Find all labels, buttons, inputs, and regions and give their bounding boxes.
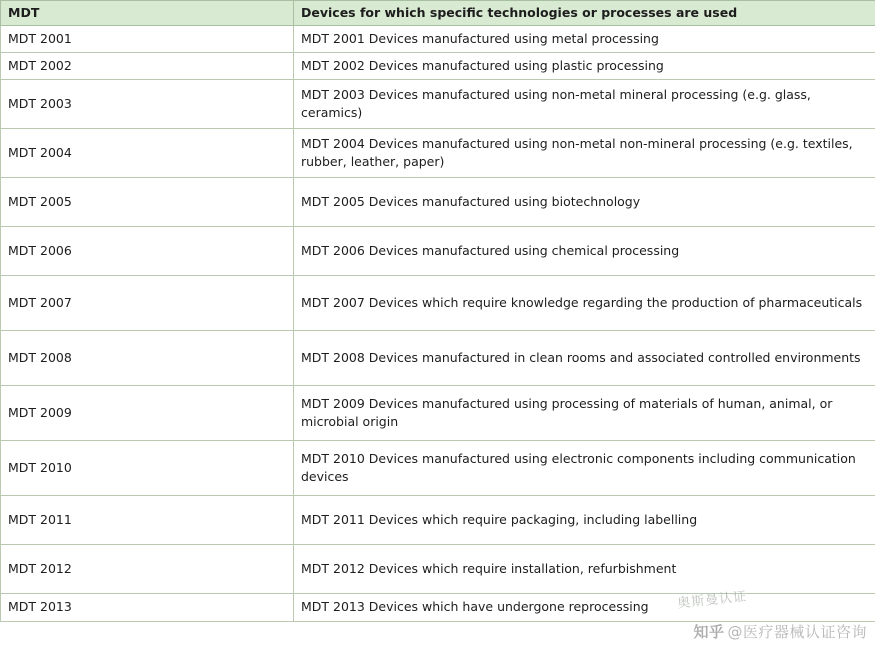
table-row [1,227,875,276]
cell-mdt-code: MDT 2001 [1,26,294,53]
cell-mdt-description: MDT 2002 Devices manufactured using plastic processing [294,53,875,80]
cell-mdt-description: MDT 2009 Devices manufactured using processing of materials of human, animal, or microbial origin [294,386,875,441]
cell-mdt-description: MDT 2005 Devices manufactured using biotechnology [294,178,875,227]
table-body [1,26,875,621]
column-header-mdt: MDT [1,1,294,26]
table-row [1,129,875,178]
cell-mdt-code: MDT 2007 [1,276,294,331]
table-header [1,1,875,26]
table-row [1,80,875,129]
cell-mdt-description: MDT 2007 Devices which require knowledge regarding the production of pharmaceuticals [294,276,875,331]
cell-mdt-code: MDT 2013 [1,594,294,621]
table-row [1,331,875,386]
table-row [1,178,875,227]
cell-mdt-code: MDT 2008 [1,331,294,386]
cell-mdt-code: MDT 2003 [1,80,294,129]
cell-mdt-code: MDT 2004 [1,129,294,178]
zhihu-watermark-author: @医疗器械认证咨询 [727,623,867,641]
cell-mdt-description: MDT 2001 Devices manufactured using metal processing [294,26,875,53]
cell-mdt-code: MDT 2006 [1,227,294,276]
table-row [1,26,875,53]
cell-mdt-description: MDT 2011 Devices which require packaging, including labelling [294,496,875,545]
cell-mdt-description: MDT 2006 Devices manufactured using chemical processing [294,227,875,276]
cell-mdt-description: MDT 2010 Devices manufactured using electronic components including communication devices [294,441,875,496]
column-header-description: Devices for which specific technologies or processes are used [294,1,875,26]
table-row [1,53,875,80]
zhihu-watermark [693,621,867,642]
table-row [1,594,875,621]
cell-mdt-description: MDT 2012 Devices which require installation, refurbishment [294,545,875,594]
cell-mdt-code: MDT 2011 [1,496,294,545]
cell-mdt-description: MDT 2004 Devices manufactured using non-metal non-mineral processing (e.g. textiles, rubber, leather, paper) [294,129,875,178]
cell-mdt-code: MDT 2005 [1,178,294,227]
cell-mdt-description: MDT 2013 Devices which have undergone reprocessing [294,594,875,621]
table-row [1,496,875,545]
table-row [1,386,875,441]
cell-mdt-code: MDT 2009 [1,386,294,441]
table-row [1,276,875,331]
certification-stamp-watermark: 奥斯曼认证 [676,589,748,612]
zhihu-logo-text: 知乎 [693,623,725,641]
table-row [1,441,875,496]
table-header-row [1,1,875,26]
table-row [1,545,875,594]
cell-mdt-code: MDT 2002 [1,53,294,80]
cell-mdt-code: MDT 2010 [1,441,294,496]
cell-mdt-code: MDT 2012 [1,545,294,594]
cell-mdt-description: MDT 2003 Devices manufactured using non-metal mineral processing (e.g. glass, ceramics) [294,80,875,129]
cell-mdt-description: MDT 2008 Devices manufactured in clean rooms and associated controlled environments [294,331,875,386]
